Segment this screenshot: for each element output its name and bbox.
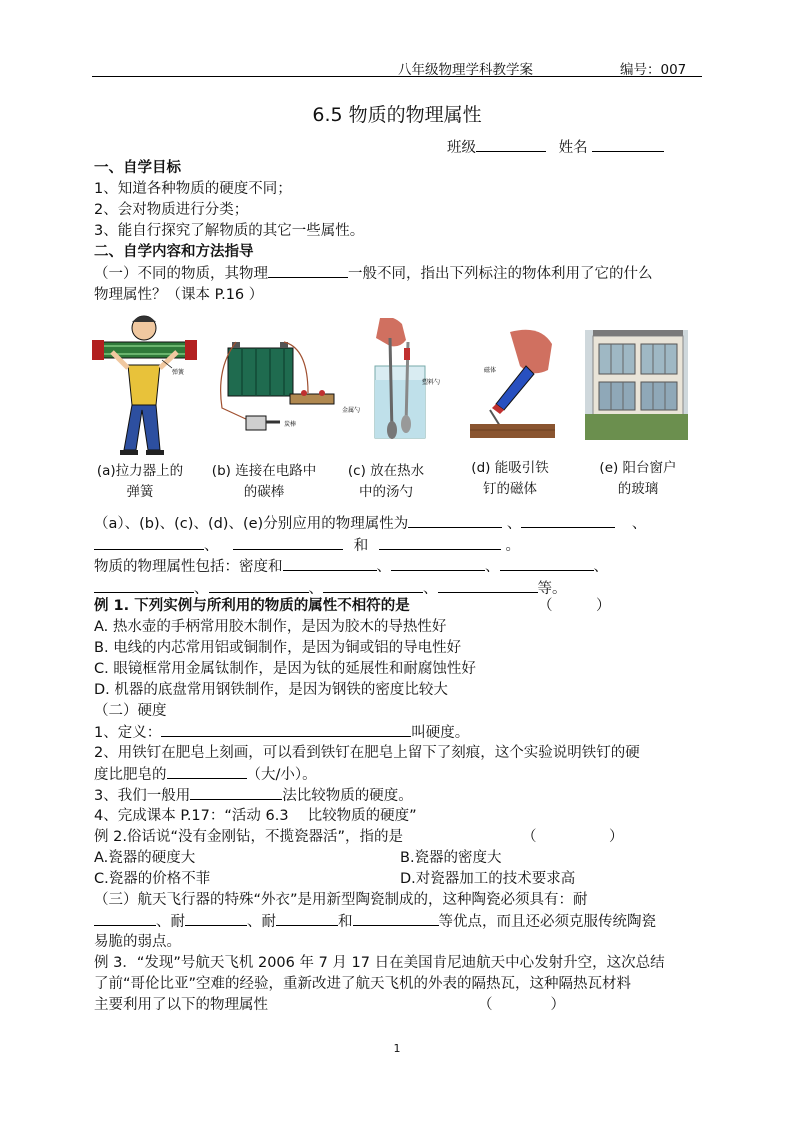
- beaker-spoons-figure: [340, 318, 450, 443]
- fig-c-tag-plastic: 塑料勺: [422, 379, 441, 386]
- example3-paren: （ ）: [478, 997, 565, 1013]
- figure-caption-a: (a)拉力器上的 弹簧: [96, 463, 184, 500]
- property-blank: [268, 263, 348, 278]
- class-blank: [476, 137, 546, 152]
- part3-line1: （三）航天飞行器的特殊“外衣”是用新型陶瓷制成的，这种陶瓷必须具有：耐: [94, 892, 588, 908]
- definition-blank: [161, 722, 411, 737]
- page-title: 6.5 物质的物理属性: [312, 104, 482, 126]
- part3-line2: 、耐 、耐 和 等优点，而且还必须克服传统陶瓷: [94, 911, 656, 932]
- q2-line2: 度比肥皂的 （大/小）。: [94, 764, 317, 785]
- example3-line3: 主要利用了以下的物理属性: [94, 997, 268, 1013]
- part1-line1: [94, 263, 653, 284]
- section2-heading: 二、自学内容和方法指导: [94, 244, 254, 260]
- header-number: 编号：007: [620, 62, 687, 78]
- fill1-line1: （a）、(b)、(c)、(d)、(e)分别应用的物理属性为 、 、: [94, 513, 646, 534]
- name-blank: [592, 137, 664, 152]
- example3-line1: 例 3．“发现”号航天飞机 2006 年 7 月 17 日在美国肯尼迪航天中心发射升空，这次总结: [94, 955, 665, 971]
- fig-a-tag: 弹簧: [172, 369, 185, 376]
- fig-d-tag: 磁体: [484, 367, 497, 374]
- fill2-line1: 物质的物理属性包括：密度和 、 、 、: [94, 556, 608, 577]
- class-name-line: [447, 137, 664, 158]
- figure-caption-c: (c) 放在热水 中的汤勺: [347, 463, 425, 500]
- example2-option: C.瓷器的价格不菲: [94, 871, 211, 887]
- circuit-battery-figure: [208, 338, 338, 438]
- example2-question: 例 2.俗话说“没有金刚钻，不揽瓷器活”，指的是: [94, 829, 403, 845]
- example3-line2: 了前“哥伦比亚”空难的经验，重新改进了航天飞机的外表的隔热瓦，这种隔热瓦材料: [94, 976, 632, 992]
- class-label: 班级: [447, 140, 476, 156]
- spring-exerciser-figure: [92, 310, 197, 455]
- q3-blank: [190, 785, 282, 800]
- section1-heading: 一、自学目标: [94, 160, 181, 176]
- example1-paren: （ ）: [538, 598, 611, 614]
- fill2-line2: 、 、 、 等。: [94, 578, 567, 599]
- part3-line3: 易脆的弱点。: [94, 934, 181, 950]
- q2-line1: 2、用铁钉在肥皂上刻画，可以看到铁钉在肥皂上留下了刻痕，这个实验说明铁钉的硬: [94, 745, 640, 761]
- example1-option: C. 眼镜框常用金属钛制作，是因为钛的延展性和耐腐蚀性好: [94, 661, 476, 677]
- example2-option: A.瓷器的硬度大: [94, 850, 196, 866]
- q3-line: 3、我们一般用 法比较物质的硬度。: [94, 785, 413, 806]
- q4-line: 4、完成课本 P.17：“活动 6.3 比较物质的硬度”: [94, 808, 417, 824]
- part1-text-a: （一）不同的物质，其物理: [94, 266, 268, 282]
- fill1-text: （a）、(b)、(c)、(d)、(e)分别应用的物理属性为: [94, 516, 409, 532]
- definition-line: 1、定义： 叫硬度。: [94, 722, 469, 743]
- name-label: 姓名: [558, 140, 588, 156]
- example1-option: B. 电线的内芯常用铝或铜制作，是因为铜或铝的导电性好: [94, 640, 462, 656]
- header-rule: [92, 76, 702, 77]
- part1-line2: 物理属性？（课本 P.16 ）: [94, 287, 264, 303]
- fill2-text: 物质的物理属性包括：密度和: [94, 559, 283, 575]
- goal-item: 2、会对物质进行分类；: [94, 202, 249, 218]
- goal-item: 3、能自行探究了解物质的其它一些属性。: [94, 223, 365, 239]
- balcony-building-figure: [585, 330, 688, 440]
- figure-caption-b: (b) 连接在电路中 的碳棒: [211, 463, 317, 500]
- example2-paren: （ ）: [522, 829, 624, 845]
- example2-option: B.瓷器的密度大: [400, 850, 502, 866]
- part1-text-b: 一般不同，指出下列标注的物体利用了它的什么: [348, 266, 653, 282]
- part2-heading: （二）硬度: [94, 703, 167, 719]
- example2-option: D.对瓷器加工的技术要求高: [400, 871, 576, 887]
- figure-caption-e: (e) 阳台窗户 的玻璃: [599, 460, 677, 497]
- figure-caption-d: (d) 能吸引铁 钉的磁体: [471, 460, 549, 497]
- example1-option: D. 机器的底盘常用钢铁制作，是因为钢铁的密度比较大: [94, 682, 448, 698]
- magnet-nail-figure: [470, 326, 555, 438]
- q2-blank: [167, 764, 247, 779]
- page-number: 1: [393, 1042, 401, 1055]
- fill1-line2: 、 和 。: [94, 535, 520, 556]
- example1-option: A. 热水壶的手柄常用胶木制作，是因为胶木的导热性好: [94, 619, 447, 635]
- header-course: 八年级物理学科教学案: [398, 62, 533, 78]
- fig-b-tag: 炭棒: [284, 421, 297, 428]
- goal-item: 1、知道各种物质的硬度不同；: [94, 181, 292, 197]
- fig-c-tag-metal: 金属勺: [342, 407, 361, 414]
- example1-question: 例 1. 下列实例与所利用的物质的属性不相符的是: [94, 598, 410, 614]
